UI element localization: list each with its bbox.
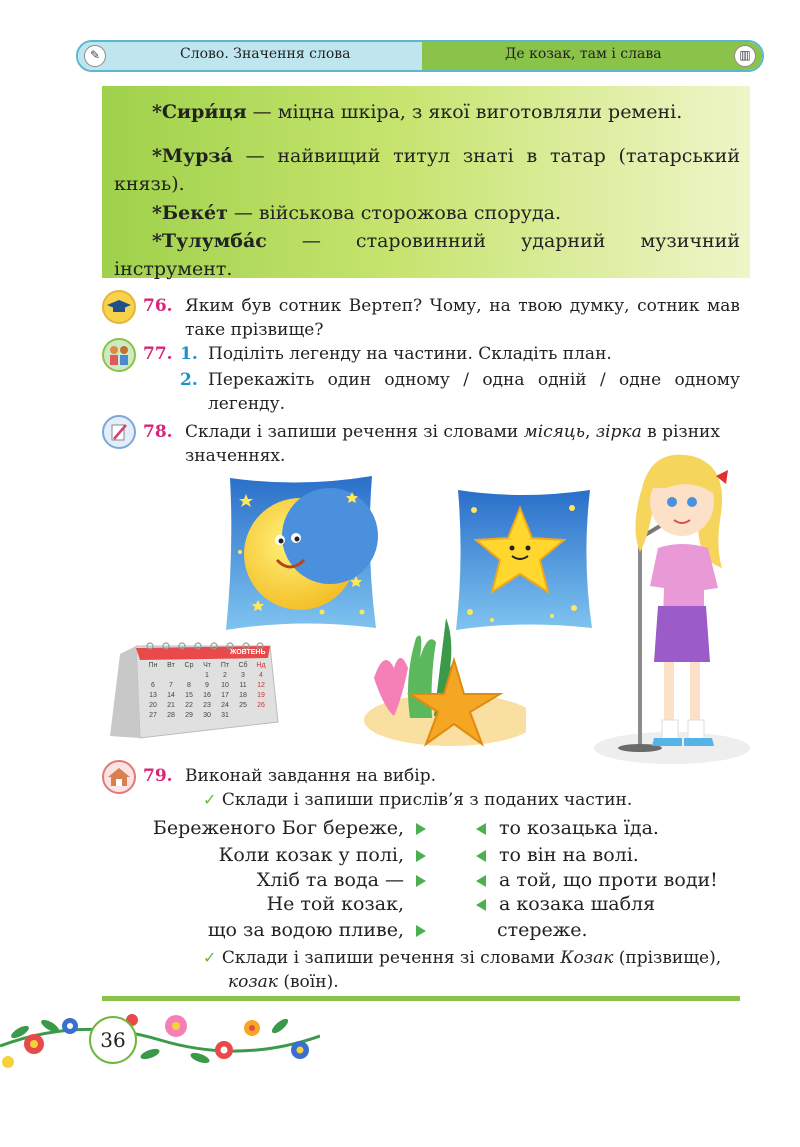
glossary-item: *Тулумба́с — старовинний ударний музичний інструмент.: [114, 230, 740, 280]
arrow-right-icon: [416, 850, 426, 862]
pen-icon: ✎: [84, 45, 106, 67]
proverb-right-part: стереже.: [497, 919, 588, 941]
task-option-continued: козак (воїн).: [228, 972, 339, 992]
proverb-left-part: Хліб та вода —: [256, 869, 404, 891]
subtask-text: Поділіть легенду на частини. Складіть план.: [208, 344, 612, 364]
arrow-left-icon: [476, 823, 486, 835]
graduation-cap-icon: [102, 290, 136, 324]
glossary-item: *Беке́т — військова сторожова споруда.: [152, 202, 562, 224]
arrow-right-icon: [416, 875, 426, 887]
calendar-month: ЖОВТЕНЬ: [230, 649, 266, 656]
page-number: 36: [89, 1016, 137, 1064]
home-task-icon: [102, 760, 136, 794]
proverb-right-part: то він на волі.: [499, 844, 639, 866]
starfish-picture: [354, 608, 526, 748]
glossary-item: *Мурза́ — найвищий титул знаті в татар (татарський князь).: [114, 145, 740, 195]
proverb-left-part: Не той козак,: [266, 893, 404, 915]
floral-ornament: [0, 1006, 320, 1072]
proverb-right-part: то козацька їда.: [499, 817, 659, 839]
task-option: ✓ Склади і запиши речення зі словами Козак (прізвище),: [203, 948, 722, 968]
calendar-picture: [110, 634, 280, 744]
proverb-left-part: Коли козак у полі,: [218, 844, 404, 866]
proverb-left-part: що за водою пливе,: [207, 919, 404, 941]
calendar-grid: Пн Вт Ср Чт Пт Сб Нд 1 2 3 4 6 7 8 9 10 11 12 13 14 15 16 17 18 19 20 21 22 23 24 25 26 27 28 29 30 31: [148, 662, 266, 719]
subtask-text: Перекажіть один одному / одна одній / одне одному легенду.: [208, 370, 740, 414]
pair-work-icon: [102, 338, 136, 372]
task-text: Виконай завдання на вибір.: [185, 766, 436, 786]
glossary-panel: [102, 86, 750, 278]
task-text: Яким був сотник Вертеп? Чому, на твою думку, сотник мав таке прізвище?: [185, 296, 740, 340]
header-right-title: Де козак, там і слава: [505, 46, 662, 62]
task-option: ✓ Склади і запиши прислів’я з поданих частин.: [203, 790, 633, 810]
arrow-right-icon: [416, 925, 426, 937]
arrow-right-icon: [416, 823, 426, 835]
proverb-left-part: Береженого Бог береже,: [152, 817, 404, 839]
arrow-left-icon: [476, 899, 486, 911]
task-number: 78.: [143, 422, 173, 442]
check-icon: ✓: [203, 790, 217, 809]
arrow-left-icon: [476, 875, 486, 887]
subtask-number: 1.: [180, 344, 198, 364]
task-number: 76.: [143, 296, 173, 316]
writing-icon: [102, 415, 136, 449]
check-icon: ✓: [203, 948, 217, 967]
girl-singer-picture: [592, 448, 752, 768]
header-left-title: Слово. Значення слова: [180, 46, 351, 62]
task-text: Склади і запиши речення зі словами місяць, зірка в різних значеннях.: [185, 422, 720, 466]
task-number: 79.: [143, 766, 173, 786]
subtask-number: 2.: [180, 370, 198, 390]
arrow-left-icon: [476, 850, 486, 862]
glossary-item: *Сири́ця — міцна шкіра, з якої виготовляли ремені.: [152, 101, 683, 123]
section-divider: [102, 996, 740, 1001]
proverb-right-part: а козака шабля: [499, 893, 656, 915]
task-number: 77.: [143, 344, 173, 364]
proverb-right-part: а той, що проти води!: [499, 869, 718, 891]
book-icon: ▥: [734, 45, 756, 67]
